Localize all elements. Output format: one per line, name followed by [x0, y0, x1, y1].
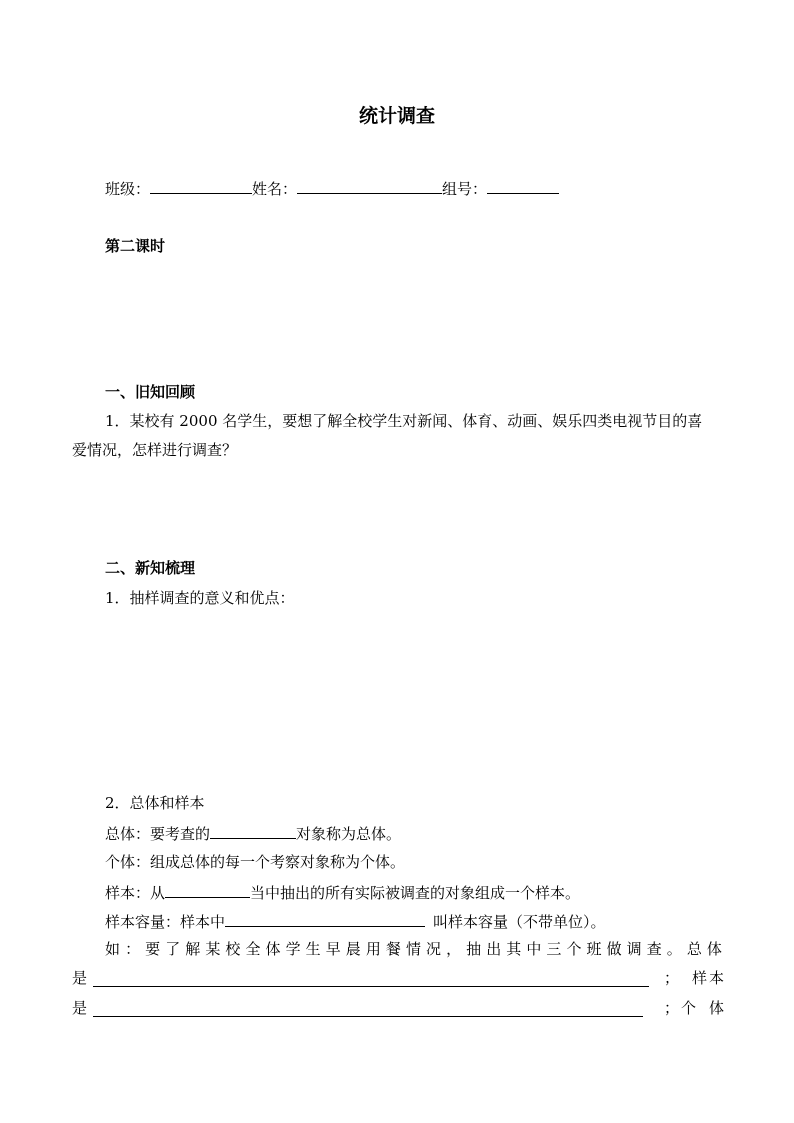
example-char: 了: [165, 940, 181, 958]
example-char: 中: [526, 940, 542, 958]
example-char: 校: [225, 940, 241, 958]
class-label: 班级：: [105, 180, 151, 198]
example-char: 解: [185, 940, 201, 958]
example-char: 个: [566, 940, 582, 958]
is-label: 是: [72, 999, 88, 1017]
lesson-label: 第二课时: [105, 237, 166, 255]
individual-word-char2: 体: [709, 999, 725, 1017]
name-label: 姓名：: [252, 180, 298, 198]
example-char: 出: [486, 940, 502, 958]
semicolon: ；: [664, 969, 680, 987]
example-char: 查: [646, 940, 662, 958]
sample-answer-blank[interactable]: [93, 1000, 643, 1017]
example-char: ，: [446, 940, 462, 958]
example-char: 其: [506, 940, 522, 958]
example-char: 情: [405, 940, 421, 958]
sample-word-char1: 样: [692, 969, 708, 987]
example-char: 体: [265, 940, 281, 958]
sample-word-char2: 本: [709, 969, 725, 987]
example-char: 要: [145, 940, 161, 958]
example-char: 晨: [345, 940, 361, 958]
sample-answer-line: [72, 998, 725, 1018]
semicolon: ；: [664, 999, 680, 1017]
example-line: [105, 939, 722, 959]
question1-line1: 1．某校有 2000 名学生，要想了解全校学生对新闻、体育、动画、娱乐四类电视节目的喜: [105, 412, 703, 430]
sample-size-suffix: 叫样本容量（不带单位）。: [433, 913, 606, 931]
sample-size-blank[interactable]: [225, 910, 425, 927]
example-char: 生: [305, 940, 321, 958]
section2-heading: 二、新知梳理: [105, 559, 196, 577]
population-answer-blank[interactable]: [93, 970, 649, 987]
example-char: 抽: [466, 940, 482, 958]
item2-text: 2．总体和样本: [105, 794, 205, 812]
sample-size-prefix: 样本容量：样本中: [105, 913, 226, 931]
sample-suffix: 当中抽出的所有实际被调查的对象组成一个样本。: [250, 884, 581, 902]
section1-heading: 一、旧知回顾: [105, 383, 196, 401]
example-char: 学: [285, 940, 301, 958]
group-label: 组号：: [442, 180, 488, 198]
example-char: 。: [666, 940, 682, 958]
name-blank[interactable]: [297, 177, 442, 194]
individual-definition: 个体：组成总体的每一个考察对象称为个体。: [105, 853, 406, 871]
example-char: ：: [125, 940, 141, 958]
example-char: 做: [606, 940, 622, 958]
population-suffix: 对象称为总体。: [296, 825, 402, 843]
sample-size-definition: [105, 910, 606, 932]
question1-line2: 爱情况，怎样进行调查？: [72, 441, 238, 459]
example-char: 早: [325, 940, 341, 958]
example-char: 如: [105, 940, 121, 958]
sample-prefix: 样本：从: [105, 884, 166, 902]
item1-text: 1．抽样调查的意义和优点：: [105, 589, 295, 607]
example-char: 调: [626, 940, 642, 958]
example-char: 总: [686, 940, 702, 958]
group-blank[interactable]: [487, 177, 559, 194]
example-char: 况: [426, 940, 442, 958]
example-char: 三: [546, 940, 562, 958]
population-prefix: 总体：要考查的: [105, 825, 211, 843]
population-answer-line: [72, 968, 725, 988]
individual-word-char1: 个: [681, 999, 697, 1017]
class-blank[interactable]: [150, 177, 252, 194]
example-char: 某: [205, 940, 221, 958]
student-info-line: [105, 177, 559, 199]
example-char: 体: [706, 940, 722, 958]
example-char: 餐: [385, 940, 401, 958]
example-char: 班: [586, 940, 602, 958]
is-label: 是: [72, 969, 88, 987]
page-title: 统计调查: [358, 105, 435, 127]
sample-definition: [105, 881, 580, 903]
example-char: 用: [365, 940, 381, 958]
population-definition: [105, 822, 401, 844]
population-blank[interactable]: [210, 822, 296, 839]
example-char: 全: [245, 940, 261, 958]
sample-blank[interactable]: [165, 881, 250, 898]
